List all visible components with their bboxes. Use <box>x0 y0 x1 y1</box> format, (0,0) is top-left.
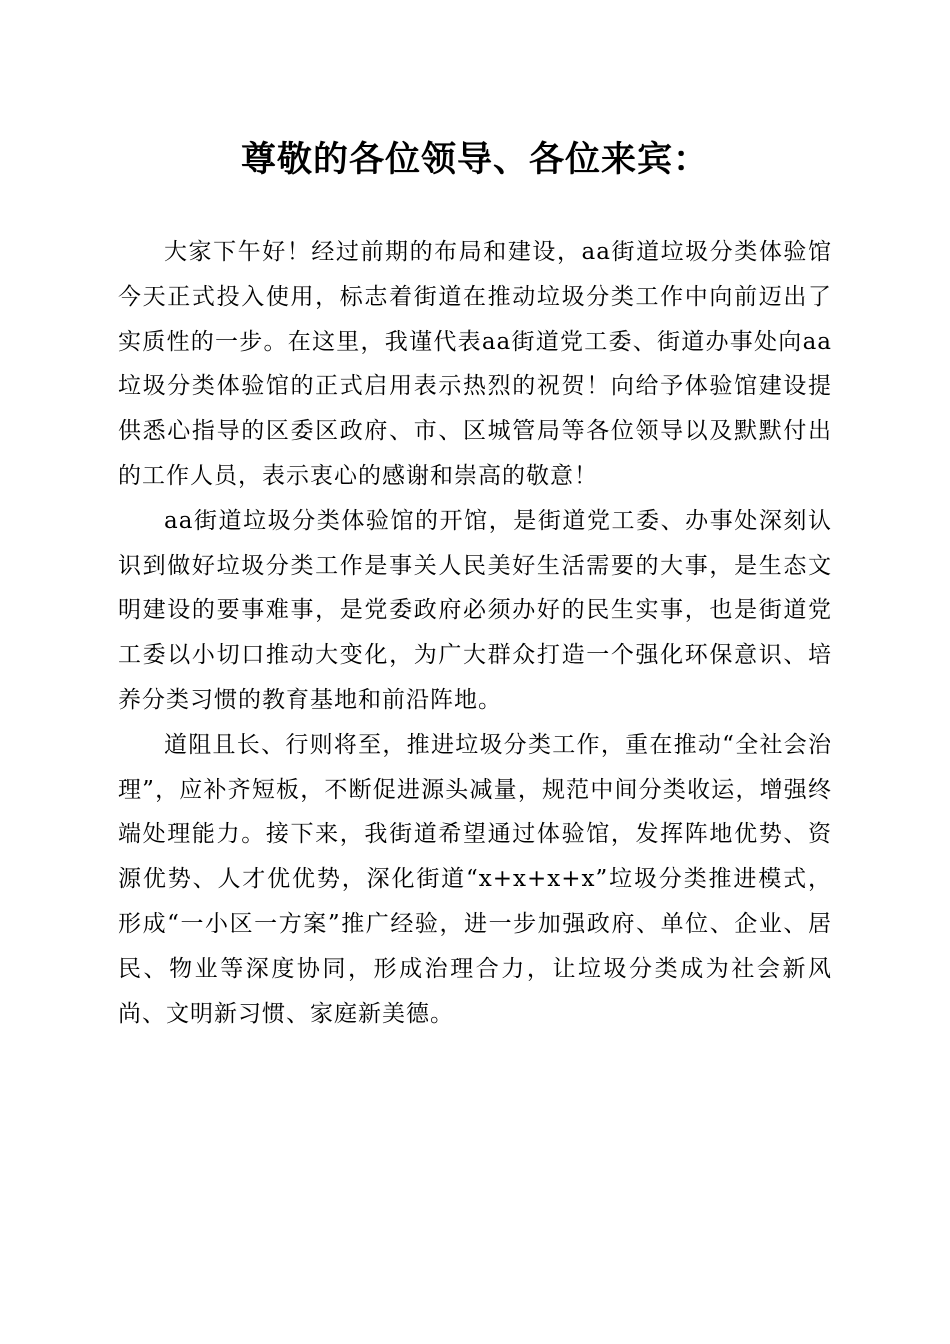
paragraph-outlook: 道阻且长、行则将至，推进垃圾分类工作，重在推动“全社会治理”，应补齐短板，不断促进源头减量，规范中间分类收运，增强终端处理能力。接下来，我街道希望通过体验馆，发挥阵地优势、资源优势、人才优优势，深化街道“x+x+x+x”垃圾分类推进模式，形成“一小区一方案”推广经验，进一步加强政府、单位、企业、居民、物业等深度协同，形成治理合力，让垃圾分类成为社会新风尚、文明新习惯、家庭新美德。 <box>118 731 832 1027</box>
paragraph-greeting: 大家下午好！经过前期的布局和建设，aa街道垃圾分类体验馆今天正式投入使用，标志着街道在推动垃圾分类工作中向前迈出了实质性的一步。在这里，我谨代表aa街道党工委、街道办事处向aa垃圾分类体验馆的正式启用表示热烈的祝贺！向给予体验馆建设提供悉心指导的区委区政府、市、区城管局等各位领导以及默默付出的工作人员，表示衷心的感谢和崇高的敬意！ <box>118 239 832 489</box>
page-title: 尊敬的各位领导、各位来宾： <box>240 139 709 180</box>
paragraph-significance: aa街道垃圾分类体验馆的开馆，是街道党工委、办事处深刻认识到做好垃圾分类工作是事关人民美好生活需要的大事，是生态文明建设的要事难事，是党委政府必须办好的民生实事，也是街道党工委以小切口推动大变化，为广大群众打造一个强化环保意识、培养分类习惯的教育基地和前沿阵地。 <box>118 507 832 713</box>
document-body <box>118 230 832 1036</box>
